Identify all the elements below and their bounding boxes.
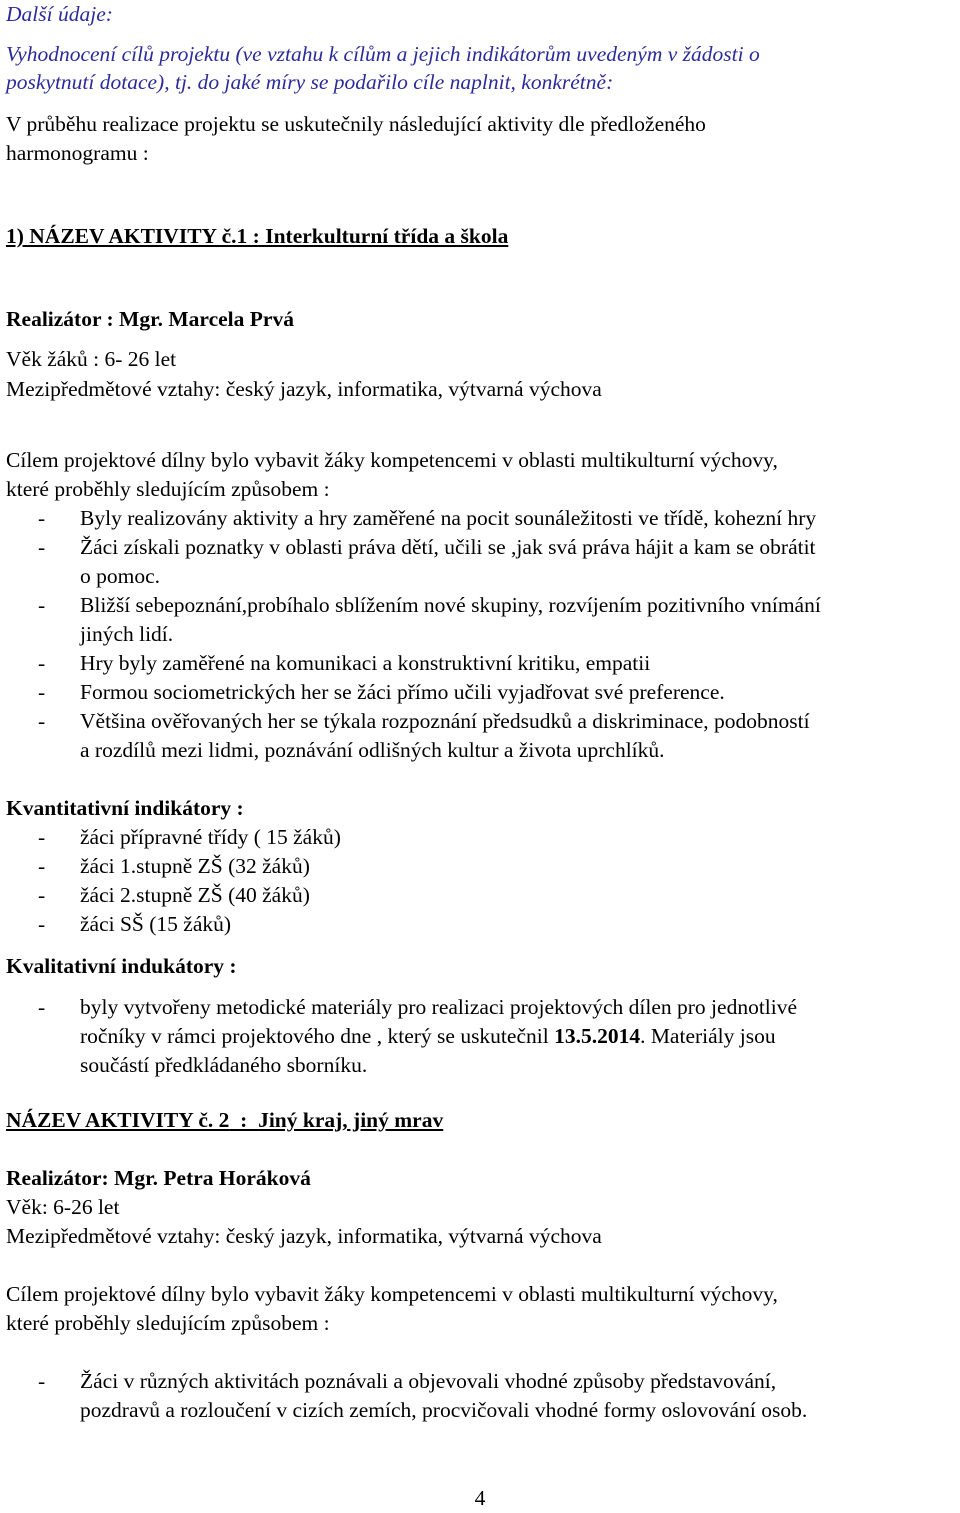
list-item: Většina ověřovaných her se týkala rozpoznání předsudků a diskriminace, podobností: [80, 709, 810, 733]
bullet-dash: -: [38, 854, 46, 878]
bullet-dash: -: [38, 883, 46, 907]
kvalitativni-text-a: ročníky v rámci projektového dne , který se uskutečnil: [80, 1024, 555, 1048]
activity1-heading: 1) NÁZEV AKTIVITY č.1 : Interkulturní třída a škola: [6, 224, 509, 248]
activity2-cilem-line-1: Cílem projektové dílny bylo vybavit žáky kompetencemi v oblasti multikulturní výchovy,: [6, 1282, 778, 1306]
list-item-continuation: jiných lidí.: [80, 622, 174, 646]
bullet-dash: -: [38, 995, 46, 1019]
list-item: Byly realizovány aktivity a hry zaměřené na pocit sounáležitosti ve třídě, kohezní hry: [80, 506, 817, 530]
activity2-cilem-line-2: které proběhly sledujícím způsobem :: [6, 1311, 330, 1335]
list-item: žáci přípravné třídy ( 15 žáků): [80, 825, 341, 849]
activity1-mezipredmetove: Mezipředmětové vztahy: český jazyk, informatika, výtvarná výchova: [6, 377, 602, 401]
list-item: Žáci získali poznatky v oblasti práva dětí, učili se ,jak svá práva hájit a kam se obrátit: [80, 535, 816, 559]
bullet-dash: -: [38, 709, 46, 733]
activity1-realizator: Realizátor : Mgr. Marcela Prvá: [6, 307, 294, 331]
list-item: Hry byly zaměřené na komunikaci a konstruktivní kritiku, empatii: [80, 651, 651, 675]
dalsi-udaje-label: Další údaje:: [6, 2, 113, 26]
activity1-cilem-line-1: Cílem projektové dílny bylo vybavit žáky kompetencemi v oblasti multikulturní výchovy,: [6, 448, 778, 472]
activity2-vek: Věk: 6-26 let: [6, 1195, 120, 1219]
list-item: žáci SŠ (15 žáků): [80, 912, 232, 936]
vyhodnoceni-line-1: Vyhodnocení cílů projektu (ve vztahu k cílům a jejich indikátorům uvedeným v žádosti o: [6, 42, 760, 66]
list-item: Bližší sebepoznání,probíhalo sblížením nové skupiny, rozvíjením pozitivního vnímání: [80, 593, 821, 617]
kvalitativni-date: 13.5.2014: [554, 1024, 641, 1048]
activity2-heading-separator: :: [229, 1108, 259, 1132]
activity1-cilem-line-2: které proběhly sledujícím způsobem :: [6, 477, 330, 501]
page-number: 4: [474, 1486, 486, 1510]
vyhodnoceni-line-2: poskytnutí dotace), tj. do jaké míry se podařilo cíle naplnit, konkrétně:: [6, 70, 614, 94]
activity2-mezipredmetove: Mezipředmětové vztahy: český jazyk, informatika, výtvarná výchova: [6, 1224, 602, 1248]
bullet-dash: -: [38, 506, 46, 530]
list-item: byly vytvořeny metodické materiály pro realizaci projektových dílen pro jednotlivé: [80, 995, 798, 1019]
list-item: Formou sociometrických her se žáci přímo učili vyjadřovat své preference.: [80, 680, 725, 704]
activity1-vek: Věk žáků : 6- 26 let: [6, 347, 177, 371]
kvantitativni-heading: Kvantitativní indikátory :: [6, 796, 244, 820]
kvalitativni-text-b: . Materiály jsou: [640, 1024, 776, 1048]
list-item-continuation: součástí předkládaného sborníku.: [80, 1053, 368, 1077]
activity2-heading-title: Jiný kraj, jiný mrav: [258, 1108, 444, 1132]
list-item: Žáci v různých aktivitách poznávali a objevovali vhodné způsoby představování,: [80, 1369, 777, 1393]
list-item-continuation: [80, 1022, 776, 1051]
kvalitativni-heading: Kvalitativní indukátory :: [6, 954, 237, 978]
list-item: žáci 1.stupně ZŠ (32 žáků): [80, 854, 310, 878]
list-item-continuation: pozdravů a rozloučení v cizích zemích, procvičovali vhodné formy oslovování osob.: [80, 1398, 808, 1422]
bullet-dash: -: [38, 912, 46, 936]
activity2-realizator: Realizátor: Mgr. Petra Horáková: [6, 1166, 311, 1190]
list-item-continuation: o pomoc.: [80, 564, 161, 588]
bullet-dash: -: [38, 825, 46, 849]
activity2-heading-number: NÁZEV AKTIVITY č. 2: [6, 1108, 230, 1132]
bullet-dash: -: [38, 593, 46, 617]
list-item-continuation: a rozdílů mezi lidmi, poznávání odlišných kultur a života uprchlíků.: [80, 738, 665, 762]
activity2-heading: [6, 1106, 443, 1135]
bullet-dash: -: [38, 1369, 46, 1393]
bullet-dash: -: [38, 535, 46, 559]
list-item: žáci 2.stupně ZŠ (40 žáků): [80, 883, 310, 907]
bullet-dash: -: [38, 680, 46, 704]
bullet-dash: -: [38, 651, 46, 675]
intro-line-2: harmonogramu :: [6, 141, 149, 165]
intro-line-1: V průběhu realizace projektu se uskutečnily následující aktivity dle předloženého: [6, 112, 706, 136]
